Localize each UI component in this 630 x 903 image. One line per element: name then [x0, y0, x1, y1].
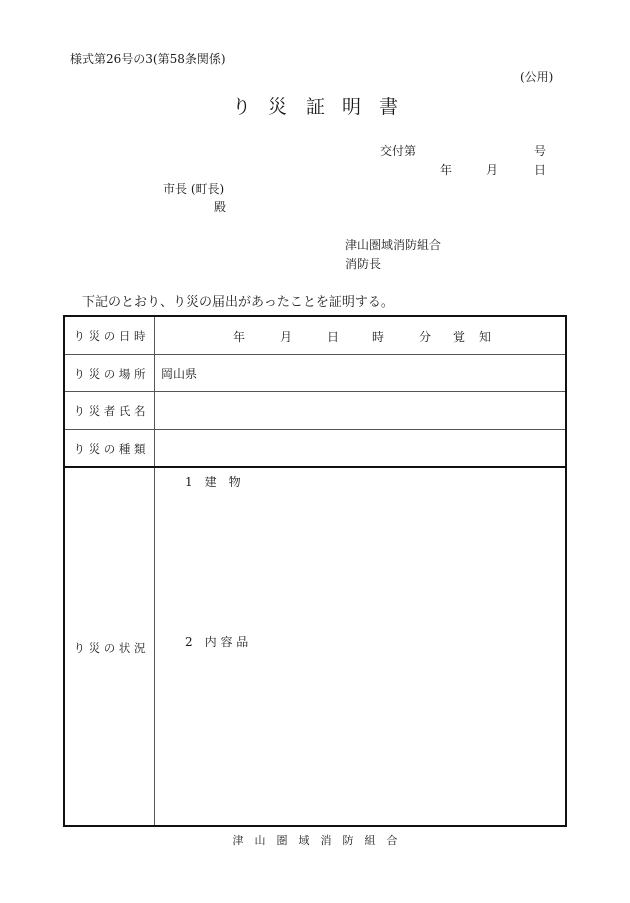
status-item-contents: 2 内 容 品 — [185, 635, 249, 649]
addressee-mayor: 市長 (町長) — [163, 182, 225, 196]
row-location — [65, 355, 565, 392]
row-disaster-type — [65, 430, 565, 468]
label-datetime: り 災 の 日 時 — [73, 329, 146, 343]
datetime-awareness-1: 覚 — [453, 330, 466, 344]
status-item-building: 1 建 物 — [185, 475, 241, 489]
certification-statement: 下記のとおり、り災の届出があったことを証明する。 — [82, 295, 394, 310]
title-char-5: 書 — [379, 96, 399, 118]
issue-number-suffix: 号 — [534, 144, 547, 158]
datetime-hour: 時 — [372, 330, 385, 344]
usage-label: (公用) — [520, 70, 554, 84]
title-char-2: 災 — [268, 96, 288, 118]
label-disaster-type: り 災 の 種 類 — [73, 442, 146, 456]
label-status: り 災 の 状 況 — [73, 641, 146, 655]
title-char-3: 証 — [306, 96, 326, 118]
form-number: 様式第26号の3(第58条関係) — [70, 52, 226, 66]
footer-organization: 津 山 圏 域 消 防 組 合 — [232, 834, 398, 847]
title-char-1: り — [232, 96, 252, 118]
row-victim-name — [65, 392, 565, 430]
issue-number-prefix: 交付第 — [380, 144, 417, 158]
label-victim-name: り 災 者 氏 名 — [73, 404, 146, 418]
title-char-4: 明 — [342, 96, 362, 118]
datetime-year: 年 — [233, 330, 246, 344]
value-location: 岡山県 — [161, 367, 198, 381]
datetime-minute: 分 — [419, 330, 432, 344]
issuer-title: 消防長 — [345, 257, 382, 271]
issue-day: 日 — [534, 163, 547, 177]
row-status — [65, 468, 565, 825]
issue-year: 年 — [440, 163, 453, 177]
label-location: り 災 の 場 所 — [73, 367, 146, 381]
datetime-awareness-2: 知 — [479, 330, 492, 344]
row-datetime — [65, 317, 565, 355]
issuer-organization: 津山圏域消防組合 — [345, 238, 442, 252]
addressee-honorific: 殿 — [214, 200, 227, 214]
datetime-day: 日 — [327, 330, 340, 344]
certificate-table — [63, 315, 567, 827]
issue-month: 月 — [486, 163, 499, 177]
datetime-month: 月 — [280, 330, 293, 344]
